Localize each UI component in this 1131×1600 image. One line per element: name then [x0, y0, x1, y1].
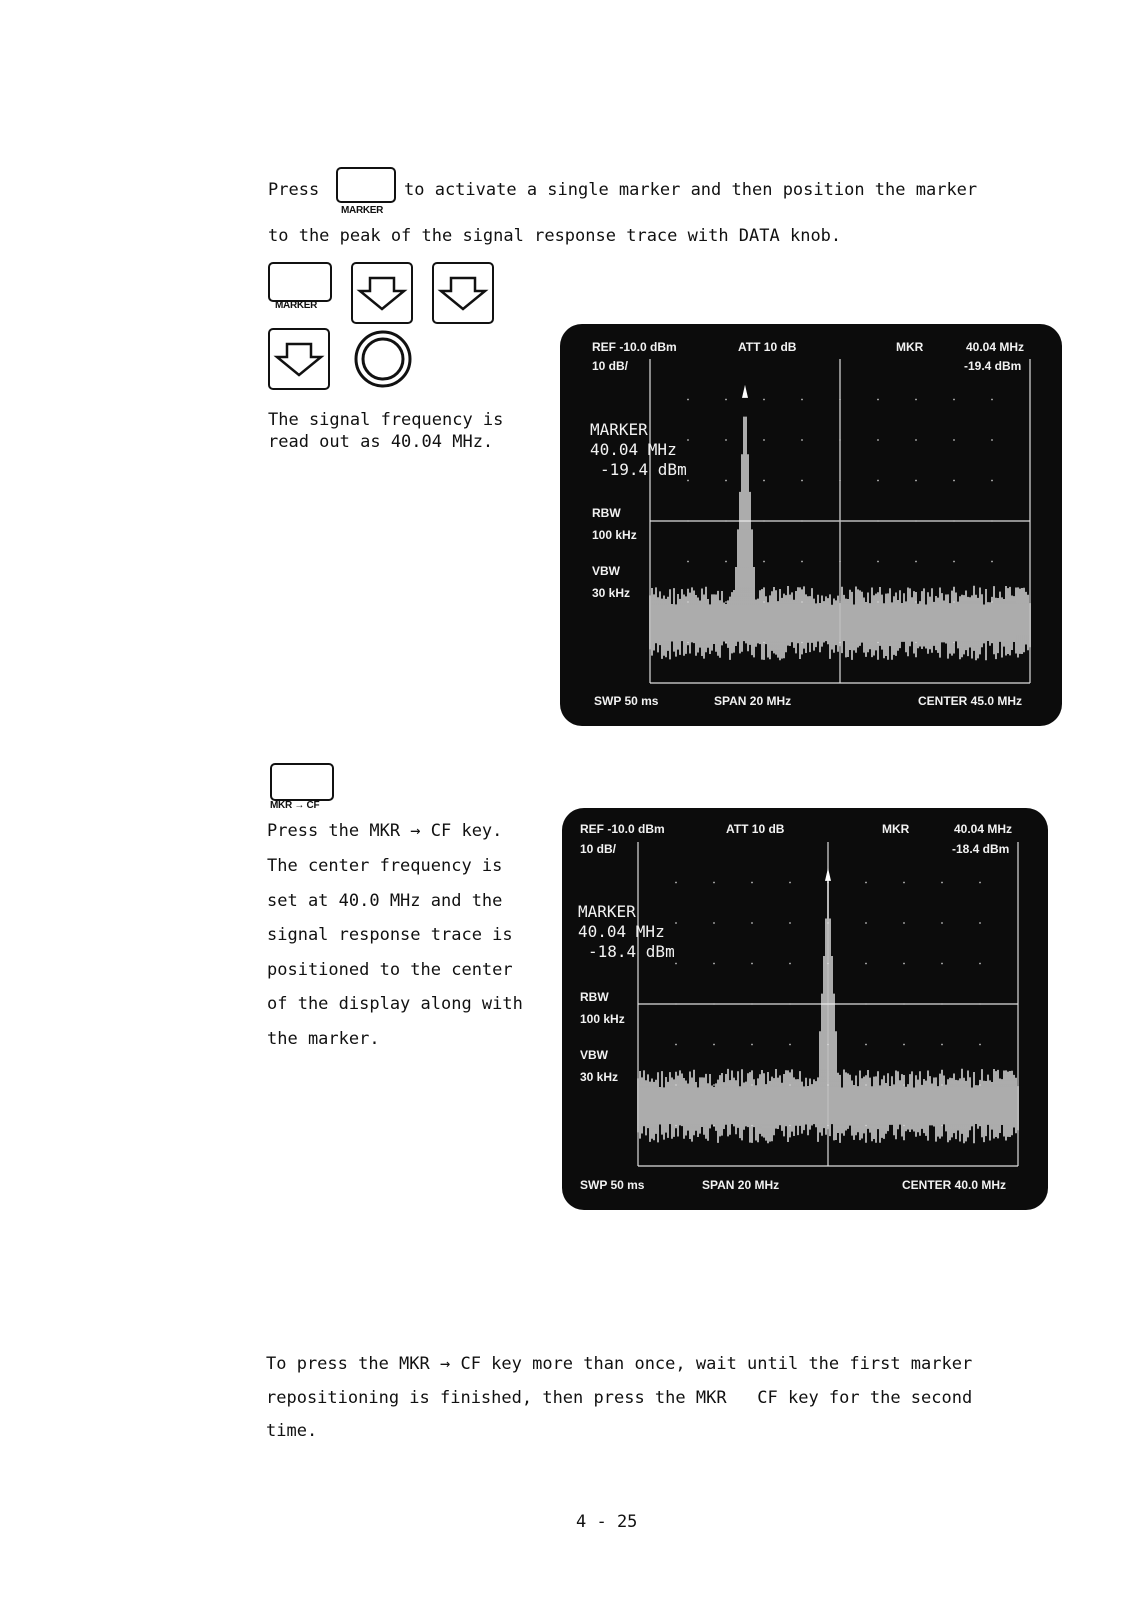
- down-arrow-key-3[interactable]: [268, 328, 330, 390]
- mkr-freq: 40.04 MHz: [966, 340, 1025, 354]
- down-arrow-key-1[interactable]: [351, 262, 413, 324]
- caption2-line5: positioned to the center: [267, 960, 513, 980]
- vbw-label: VBW: [592, 564, 620, 578]
- mkr-level: -18.4 dBm: [952, 842, 1010, 856]
- trace-graticule: [650, 359, 1030, 683]
- marker-title: MARKER: [590, 420, 648, 439]
- caption2-line7: the marker.: [267, 1029, 380, 1049]
- rbw-value: 100 kHz: [580, 1012, 625, 1026]
- marker-key[interactable]: [268, 262, 332, 302]
- trace-graticule: [638, 842, 1018, 1166]
- scale: 10 dB/: [592, 359, 629, 373]
- analyzer-screen-2: [562, 808, 1048, 1210]
- caption1-line1: The signal frequency is: [268, 410, 504, 430]
- marker-key-inline-label: MARKER: [341, 205, 384, 216]
- caption2-line6: of the display along with: [267, 994, 523, 1014]
- ref-level: REF -10.0 dBm: [592, 340, 677, 354]
- sweep-time: SWP 50 ms: [594, 694, 659, 708]
- ref-level: REF -10.0 dBm: [580, 822, 665, 836]
- rbw-label: RBW: [592, 506, 621, 520]
- analyzer-screen-1: [560, 324, 1062, 726]
- rbw-value: 100 kHz: [592, 528, 637, 542]
- caption2-line4: signal response trace is: [267, 925, 513, 945]
- caption2-line2: The center frequency is: [267, 856, 503, 876]
- vbw-value: 30 kHz: [580, 1070, 619, 1084]
- down-arrow-icon: [353, 264, 411, 322]
- marker-level: -19.4 dBm: [600, 460, 687, 479]
- marker-freq: 40.04 MHz: [578, 922, 665, 941]
- center-freq: CENTER 45.0 MHz: [918, 694, 1023, 708]
- marker-key-label: MARKER: [275, 300, 318, 311]
- mkr-level: -19.4 dBm: [964, 359, 1022, 373]
- mkr-label: MKR: [882, 822, 910, 836]
- intro-line1-text: to activate a single marker and then position the marker: [404, 180, 978, 200]
- span: SPAN 20 MHz: [702, 1178, 780, 1192]
- marker-level: -18.4 dBm: [588, 942, 675, 961]
- span: SPAN 20 MHz: [714, 694, 792, 708]
- mkr-label: MKR: [896, 340, 924, 354]
- caption1-line2: read out as 40.04 MHz.: [268, 432, 494, 452]
- mkr-cf-key-label: MKR → CF: [270, 800, 320, 811]
- caption2-line1: Press the MKR → CF key.: [267, 821, 503, 841]
- attenuation: ATT 10 dB: [738, 340, 797, 354]
- note-line3: time.: [266, 1421, 318, 1441]
- down-arrow-icon: [270, 330, 328, 388]
- rbw-label: RBW: [580, 990, 609, 1004]
- note-line1: To press the MKR → CF key more than once, wait until the first marker: [266, 1354, 973, 1374]
- center-freq: CENTER 40.0 MHz: [902, 1178, 1007, 1192]
- intro-line2-text: to the peak of the signal response trace with DATA knob.: [268, 226, 842, 246]
- marker-freq: 40.04 MHz: [590, 440, 677, 459]
- intro-press-text: Press: [268, 180, 320, 200]
- sweep-time: SWP 50 ms: [580, 1178, 645, 1192]
- marker-key-inline[interactable]: [336, 167, 396, 203]
- vbw-value: 30 kHz: [592, 586, 631, 600]
- scale: 10 dB/: [580, 842, 617, 856]
- attenuation: ATT 10 dB: [726, 822, 785, 836]
- mkr-freq: 40.04 MHz: [954, 822, 1013, 836]
- mkr-cf-key[interactable]: [270, 763, 334, 801]
- caption2-line3: set at 40.0 MHz and the: [267, 891, 503, 911]
- down-arrow-key-2[interactable]: [432, 262, 494, 324]
- data-knob-icon[interactable]: [354, 330, 412, 388]
- down-arrow-icon: [434, 264, 492, 322]
- marker-title: MARKER: [578, 902, 636, 921]
- note-line2: repositioning is finished, then press the MKR CF key for the second: [266, 1388, 973, 1408]
- vbw-label: VBW: [580, 1048, 608, 1062]
- page-number: 4 - 25: [576, 1512, 638, 1532]
